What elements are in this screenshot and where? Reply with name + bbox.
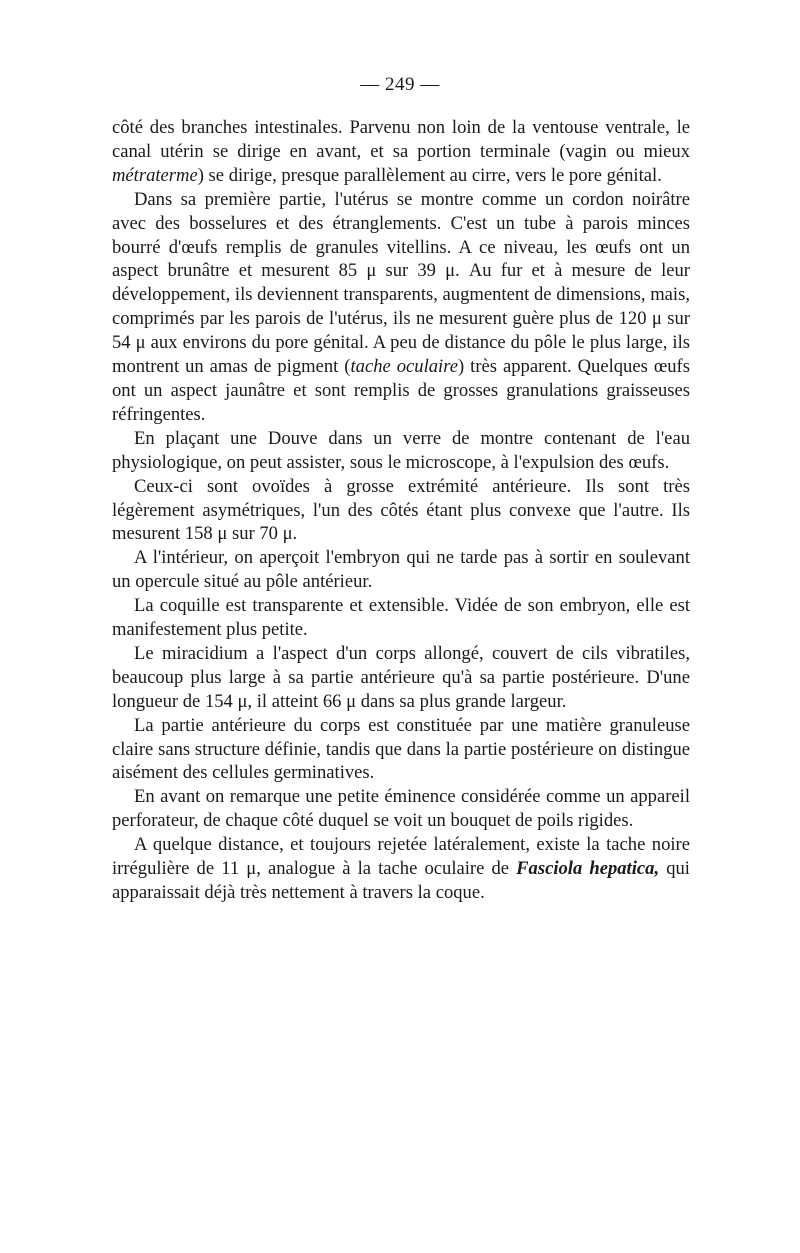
paragraph <box>112 642 690 714</box>
paragraph <box>112 427 690 475</box>
species-name: Fasciola hepatica, <box>516 858 660 880</box>
term-metraterme: métraterme <box>112 164 198 186</box>
text-run: ) se dirige, presque parallèlement au cirre, vers le pore génital. <box>197 164 662 186</box>
paragraph <box>112 116 690 188</box>
text-run: côté des branches intestinales. Parvenu non loin de la ventouse ventrale, le canal utérin se dirige en avant, et sa portion terminale (vagin ou mieux <box>112 117 690 162</box>
paragraph <box>112 833 690 905</box>
page-number: — 249 — <box>360 74 440 95</box>
paragraph <box>112 714 690 786</box>
term-tache-oculaire: tache oculaire <box>350 356 458 378</box>
text-run: En avant on remarque une petite éminence considérée comme un appareil perforateur, de chaque côté duquel se voit un bouquet de poils rigides. <box>112 786 690 832</box>
text-run: Le miracidium a l'aspect d'un corps allongé, couvert de cils vibratiles, beaucoup plus large à sa partie antérieure qu'à sa partie postérieure. D'une longueur de 154 μ, il atteint 66 μ dans sa plus grande largeur. <box>112 642 690 712</box>
body-text <box>112 116 690 905</box>
text-run: ) très apparent. Quelques œufs ont un aspect jaunâtre et sont remplis de grosses granulations graisseuses réfringentes. <box>112 356 690 425</box>
paragraph <box>112 785 690 833</box>
paragraph <box>112 594 690 642</box>
paragraph <box>112 475 690 547</box>
text-run: A quelque distance, et toujours rejetée latéralement, existe la tache noire irrégulière de 11 μ, analogue à la tache oculaire de <box>112 834 690 880</box>
paragraph <box>112 546 690 594</box>
text-run: A l'intérieur, on aperçoit l'embryon qui ne tarde pas à sortir en soulevant un opercule situé au pôle antérieur. <box>112 547 690 593</box>
text-run: qui apparaissait déjà très nettement à travers la coque. <box>112 858 690 903</box>
text-run: La partie antérieure du corps est constituée par une matière granuleuse claire sans structure définie, tandis que dans la partie postérieure on distingue aisément des cellules germinatives. <box>112 714 690 784</box>
text-run: Dans sa première partie, l'utérus se montre comme un cordon noirâtre avec des bosselures et des étranglements. C'est un tube à parois minces bourré d'œufs remplis de granules vitellins. A ce niveau, les œufs ont un aspect brunâtre et mesurent 85 μ sur 39 μ. Au fur et à mesure de leur développement, ils deviennent transparents, augmentent de dimensions, mais, comprimés par les parois de l'utérus, ils ne mesurent guère plus de 120 μ sur 54 μ aux environs du pore génital. A peu de distance du pôle le plus large, ils montrent un amas de pigment ( <box>112 188 690 378</box>
text-run: Ceux-ci sont ovoïdes à grosse extrémité antérieure. Ils sont très légèrement asymétriques, l'un des côtés étant plus convexe que l'autre. Ils mesurent 158 μ sur 70 μ. <box>112 475 690 545</box>
text-run: En plaçant une Douve dans un verre de montre contenant de l'eau physiologique, on peut assister, sous le microscope, à l'expulsion des œufs. <box>112 427 690 473</box>
text-run: La coquille est transparente et extensible. Vidée de son embryon, elle est manifestement plus petite. <box>112 595 690 641</box>
paragraph <box>112 188 690 427</box>
